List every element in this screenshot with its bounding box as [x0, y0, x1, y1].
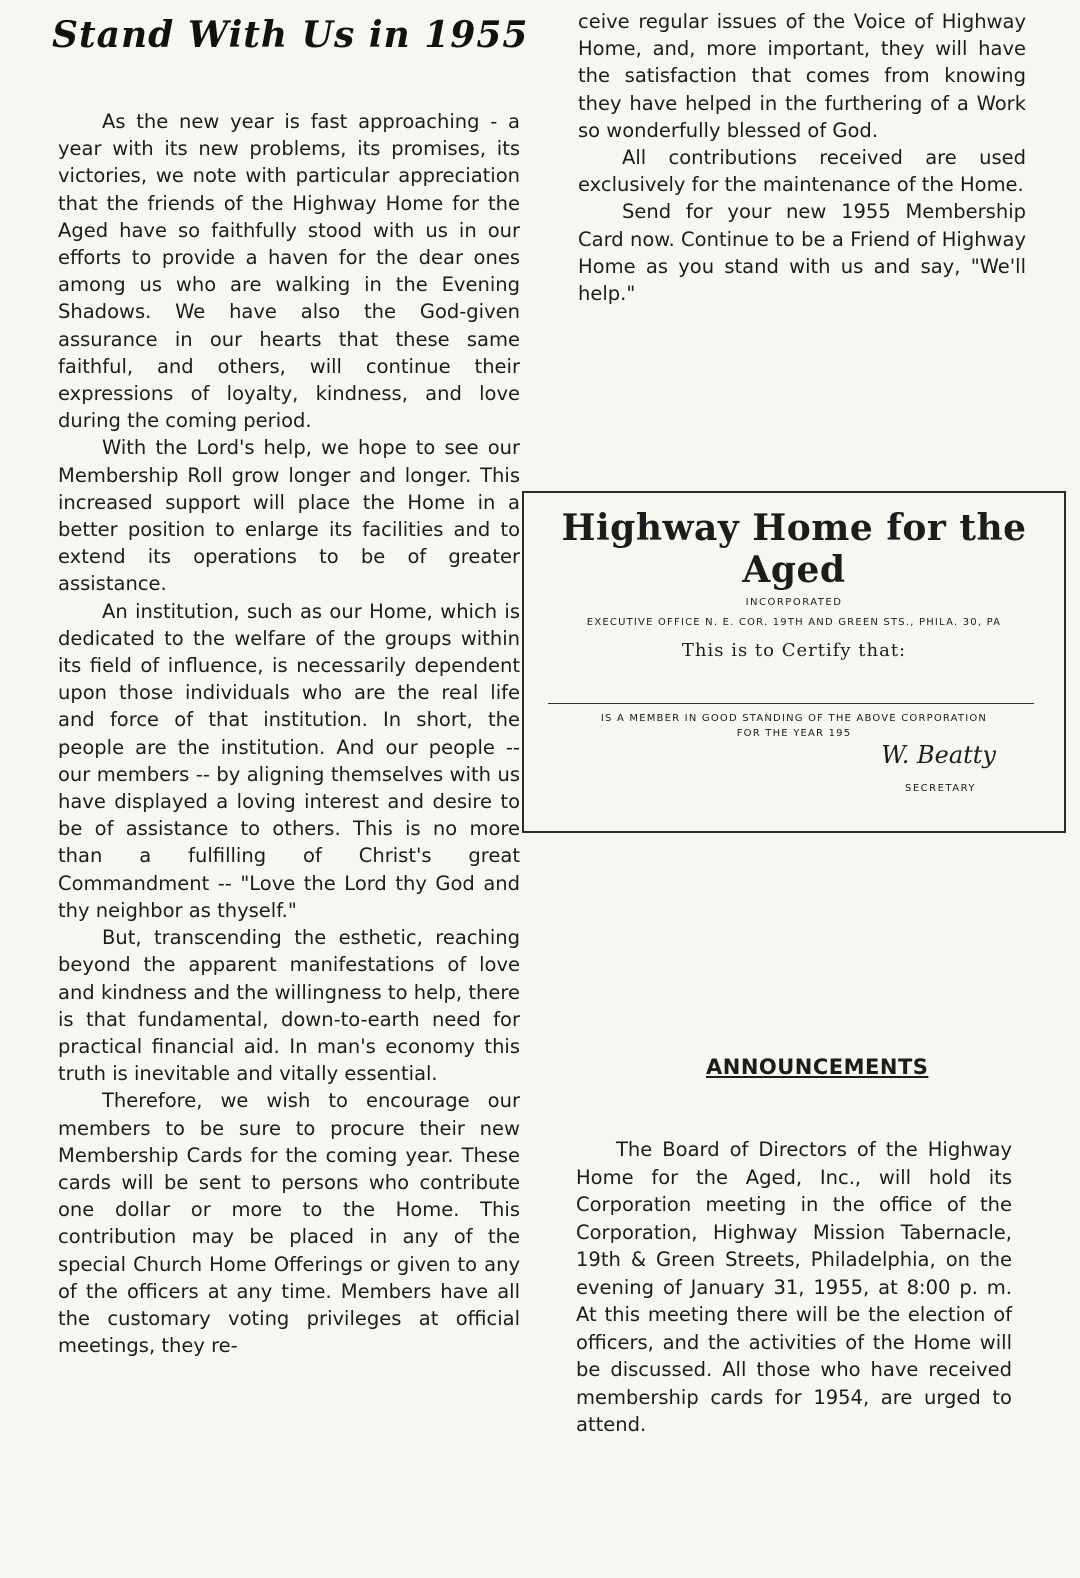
- right-column: [578, 8, 1026, 307]
- card-certify-text: This is to Certify that:: [681, 640, 907, 661]
- article-heading: Stand With Us in 1955: [52, 14, 529, 56]
- card-member-line-1: IS A MEMBER IN GOOD STANDING OF THE ABOVE CORPORATION: [600, 713, 988, 724]
- card-title: Highway Home for the Aged: [561, 507, 1027, 591]
- announcements-heading: ANNOUNCEMENTS: [706, 1055, 929, 1079]
- article-paragraph: With the Lord's help, we hope to see our Membership Roll grow longer and longer. This increased support will place the Home in a better position to enlarge its facilities and to extend its operations to be of greater assistance.: [58, 436, 520, 596]
- card-secretary-label: SECRETARY: [904, 783, 976, 794]
- card-signature: W. Beatty: [881, 741, 996, 769]
- article-paragraph-continued: ceive regular issues of the Voice of Highway Home, and, more important, they will have the satisfaction that comes from knowing they have helped in the furthering of a Work so wonderfully blessed of God.: [578, 10, 1026, 142]
- card-member-statement: [524, 711, 1064, 741]
- membership-card: [522, 491, 1066, 833]
- article-paragraph: Therefore, we wish to encourage our members to be sure to procure their new Membership Cards for the coming year. These cards will be sent to persons who contribute one dollar or more to the Home. This contribution may be placed in any of the special Church Home Offerings or given to any of the officers at any time. Members have all the customary voting privileges at official meetings, they re-: [58, 1089, 520, 1358]
- article-paragraph: As the new year is fast approaching - a year with its new problems, its promises, its victories, we note with particular appreciation that the friends of the Highway Home for the Aged have so faithfully stood with us in our efforts to provide a haven for the dear ones among us who are walking in the Evening Shadows. We have also the God-given assurance in our hearts that these same faithful, and others, will continue their expressions of loyalty, kindness, and love during the coming period.: [58, 110, 520, 433]
- card-executive-office: EXECUTIVE OFFICE N. E. COR. 19TH AND GREEN STS., PHILA. 30, PA: [586, 617, 1002, 628]
- article-paragraph: Send for your new 1955 Membership Card now. Continue to be a Friend of Highway Home as you stand with us and say, "We'll help.": [578, 200, 1026, 306]
- card-member-line-2: FOR THE YEAR 195: [736, 728, 852, 739]
- article-paragraph: But, transcending the esthetic, reaching beyond the apparent manifestations of love and kindness and the willingness to help, there is that fundamental, down-to-earth need for practical financial aid. In man's economy this truth is inevitable and vitally essential.: [58, 926, 520, 1086]
- article-paragraph: An institution, such as our Home, which is dedicated to the welfare of the groups within its field of influence, is necessarily dependent upon those individuals who are the real life and force of that institution. In short, the people are the institution. And our people -- our members -- by aligning themselves with us have displayed a loving interest and desire to be of assistance to others. This is no more than a fulfilling of Christ's great Commandment -- "Love the Lord thy God and thy neighbor as thyself.": [58, 599, 520, 922]
- card-incorporated: INCORPORATED: [745, 597, 843, 608]
- left-column: [58, 108, 520, 1359]
- article-paragraph: All contributions received are used exclusively for the maintenance of the Home.: [578, 146, 1026, 197]
- announcements-body: The Board of Directors of the Highway Home for the Aged, Inc., will hold its Corporation meeting in the office of the Corporation, Highway Mission Tabernacle, 19th & Green Streets, Philadelphia, on the evening of January 31, 1955, at 8:00 p. m. At this meeting there will be the election of officers, and the activities of the Home will be discussed. All those who have received membership cards for 1954, are urged to attend.: [576, 1138, 1012, 1436]
- card-name-line: [548, 703, 1034, 704]
